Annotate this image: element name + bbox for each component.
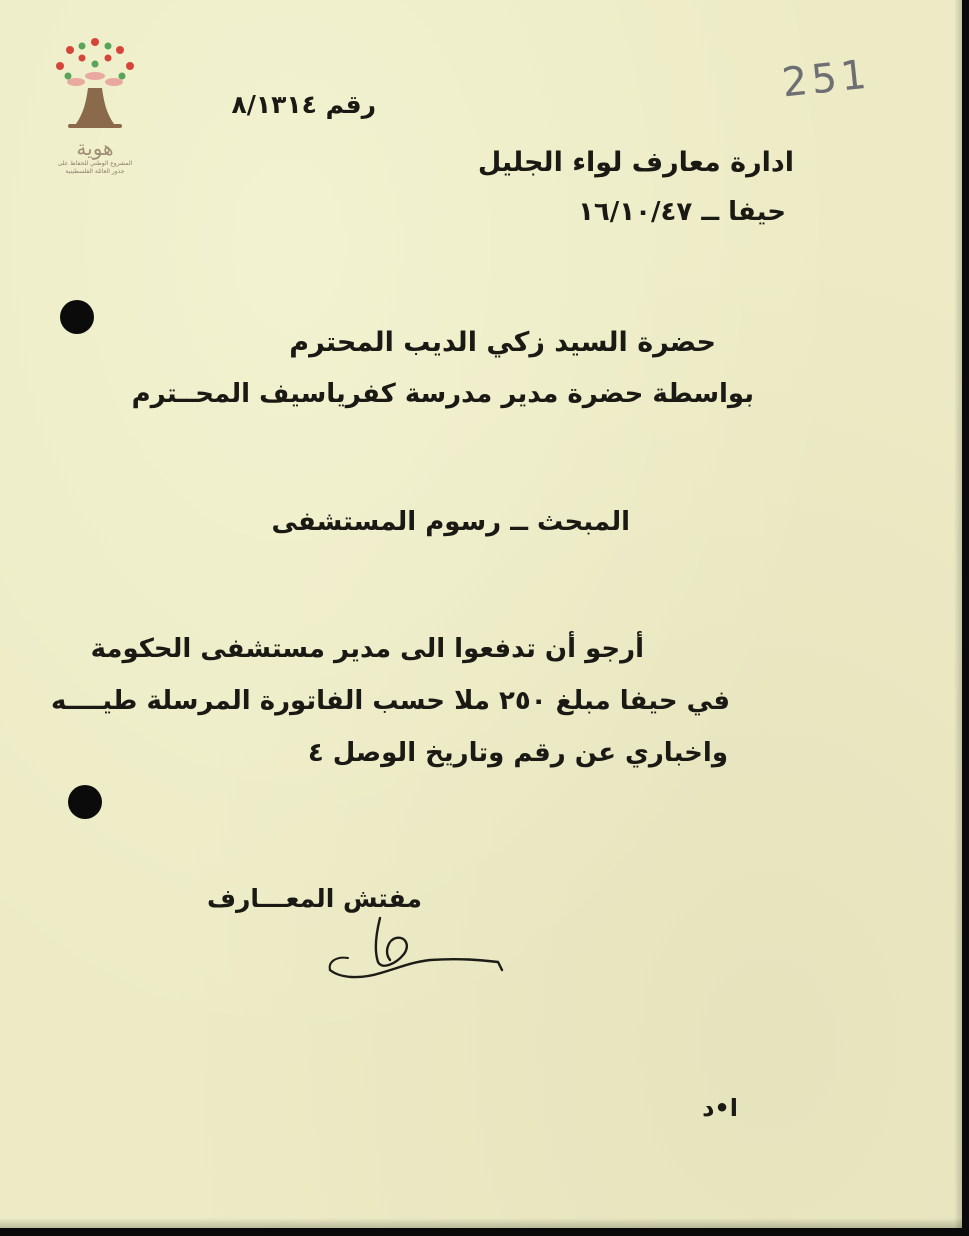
addressee-line-2: بواسطة حضرة مدير مدرسة كفرياسيف المحــترم (131, 379, 754, 409)
reference-number: رقم ٨/١٣١٤ (231, 90, 376, 119)
footer-initials: ا•د (702, 1094, 738, 1122)
punch-hole-bottom (68, 785, 102, 819)
watermark-caption: المشروع الوطني للحفاظ على جذور العائلة الفلسطينية (57, 160, 133, 175)
body-line-2: في حيفا مبلغ ٢٥٠ ملا حسب الفاتورة المرسلة طيــــه (50, 686, 730, 716)
addressee-line-1: حضرة السيد زكي الديب المحترم (289, 327, 716, 358)
body-line-1: أرجو أن تدفعوا الى مدير مستشفى الحكومة (90, 634, 644, 664)
place-date: حيفا ــ ١٦/١٠/٤٧ (578, 197, 786, 227)
watermark-logo (40, 32, 150, 192)
page-edge-shadow (954, 0, 962, 1228)
handwritten-signature (320, 912, 510, 992)
body-line-3: واخباري عن رقم وتاريخ الوصل ٤ (307, 738, 728, 768)
page-bottom-shadow (0, 1218, 962, 1228)
closing-title: مفتش المعـــارف (206, 884, 422, 913)
watermark-word: هوية (76, 136, 114, 160)
punch-hole-top (60, 300, 94, 334)
subject-line: المبحث ــ رسوم المستشفى (271, 507, 630, 537)
department-name: ادارة معارف لواء الجليل (477, 147, 794, 178)
pencil-annotation: 251 (779, 51, 873, 107)
tree-of-people-logo-icon (40, 32, 150, 136)
